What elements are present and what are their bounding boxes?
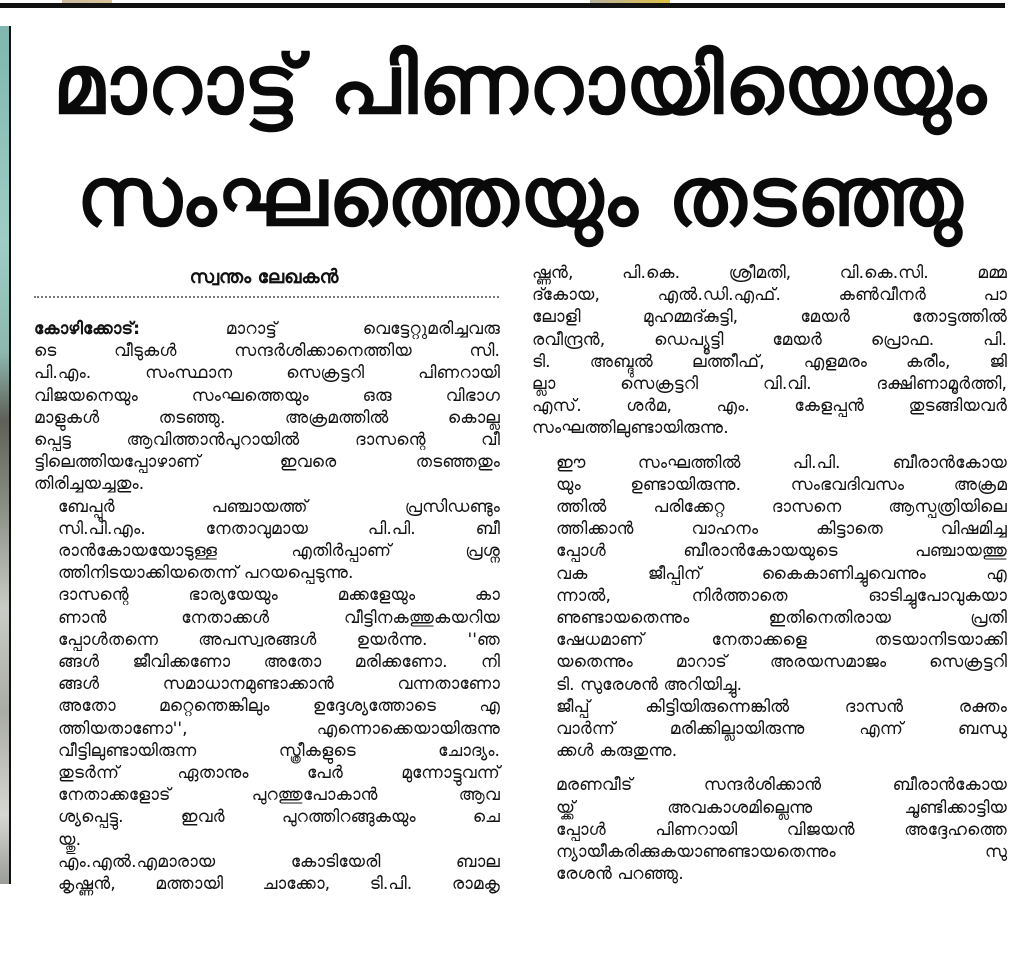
paragraph-6 <box>532 696 1007 763</box>
text-line: ടി. സുരേശൻ അറിയിച്ചു. <box>556 674 743 695</box>
text-line: ത്തിക്കാൻ വാഹനം കിട്ടാതെ വിഷമിച്ച <box>556 519 1007 540</box>
text-line: അതോ മറ്റെന്തെങ്കിലും ഉദ്ദേശ്യത്തോടെ എ <box>58 696 500 717</box>
text-line: തിരിച്ചയച്ചതും. <box>34 474 145 495</box>
article-column-right <box>532 262 1007 885</box>
paragraph-5 <box>532 452 1007 696</box>
text-line: ടെ വീടുകൾ സന്ദർശിക്കാനെത്തിയ സി. <box>34 341 500 362</box>
text-line: തുടർന്ന് ഏതാനും പേർ മുന്നോട്ടുവന്ന് <box>58 763 500 784</box>
text-line: ന്യായീകരിക്കുകയാണുണ്ടായതെന്നും സു <box>556 842 1007 863</box>
text-line: പ്പെട്ട ആവിത്താൻപുറായിൽ ദാസന്റെ വീ <box>34 430 500 451</box>
text-line: ണുണ്ടായതെന്നും ഇതിനെതിരായ പ്രതി <box>556 608 1007 629</box>
dateline: കോഴിക്കോട്: <box>34 319 140 339</box>
text-line: ത്തിൽ പരിക്കേറ്റ ദാസനെ ആസ്പത്രിയിലെ <box>556 497 1007 518</box>
text-line: ക്കൾ കരുതുന്നു. <box>556 741 678 762</box>
text-line: ങ്ങൾ ജീവിക്കണോ അതോ മരിക്കണോ. നി <box>58 652 500 673</box>
text-line: ബേപ്പൂർ പഞ്ചായത്ത് പ്രസിഡണ്ടും <box>58 496 500 517</box>
text-line: ന്നാൽ, നിർത്താതെ ഓടിച്ചുപോവുകയാ <box>556 585 1007 606</box>
text-line: പ്പോൾ ബീരാൻകോയയുടെ പഞ്ചായത്തു <box>556 541 1007 562</box>
adjacent-photo-strip <box>0 26 11 884</box>
text-line: നേതാക്കളോട് പുറത്തുപോകാൻ ആവ <box>58 785 500 806</box>
text-line: ജീപ്പ് കിട്ടിയിരുന്നെങ്കിൽ ദാസൻ രക്തം <box>556 696 1007 717</box>
paragraph-2 <box>34 496 500 585</box>
text-line: പ്പോൾ പിണറായി വിജയൻ അദ്ദേഹത്തെ <box>556 819 1007 840</box>
text-line: വക ജീപ്പിന് കൈകാണിച്ചുവെന്നും എ <box>556 563 1007 584</box>
text-line: ഈ സംഘത്തിൽ പി.പി. ബീരാൻകോയ <box>556 452 1007 473</box>
text-line: ലോളി മുഹമ്മദ്കുട്ടി, മേയർ തോട്ടത്തിൽ <box>532 307 1007 328</box>
text-line: യതെന്നും മാറാട് അരയസമാജം സെക്രട്ടറി <box>556 652 1007 673</box>
text-line: മരണവീട് സന്ദർശിക്കാൻ ബീരാൻകോയ <box>556 775 1007 796</box>
paragraph-3 <box>34 584 500 850</box>
paragraph-7 <box>532 774 1007 885</box>
text-line: യ്ക്ക് അവകാശമില്ലെന്നു ചൂണ്ടിക്കാട്ടിയ <box>556 797 1007 818</box>
paragraph-1 <box>34 318 500 496</box>
text-line: ത്തിനിടയാക്കിയതെന്ന് പറയപ്പെടുന്നു. <box>58 563 354 584</box>
text-line: രേശൻ പറഞ്ഞു. <box>556 864 684 885</box>
headline-line-1: മാറാട്ട് പിണറായിയെയും <box>53 38 987 133</box>
text-line: വീട്ടിലുണ്ടായിരുന്ന സ്ത്രീകളുടെ ചോദ്യം. <box>58 740 500 761</box>
text-line: രവീന്ദ്രൻ, ഡെപ്യൂട്ടി മേയർ പ്രൊഫ. പി. <box>532 329 1007 350</box>
text-line: രാൻകോയയോടുള്ള എതിർപ്പാണ് പ്രശ്ന <box>58 541 500 562</box>
text-line: ടി. അബ്ദുൽ ലത്തീഫ്, എളമരം കരീം, ജി <box>532 351 1007 372</box>
text-line: ശ്യപ്പെട്ടു. ഇവർ പുറത്തിറങ്ങുകയും ചെ <box>58 807 500 828</box>
text-line: ദാസന്റെ ഭാര്യയേയും മക്കളേയും കാ <box>58 585 500 606</box>
text-line: എസ്. ശർമ, എം. കേളപ്പൻ തുടങ്ങിയവർ <box>532 396 1007 417</box>
text-line: യും ഉണ്ടായിരുന്നു. സംഭവദിവസം അക്രമ <box>556 474 1007 495</box>
article-column-left <box>34 318 500 895</box>
text-line: വിജയനെയും സംഘത്തെയും ഒരു വിഭാഗ <box>34 385 500 406</box>
text-line: ഷ്ണൻ, പി.കെ. ശ്രീമതി, വി.കെ.സി. മമ്മ <box>532 263 1007 283</box>
text-line: കൃഷ്ണൻ, മത്തായി ചാക്കോ, ടി.പി. രാമകൃ <box>58 874 500 895</box>
text-line: സംഘത്തിലുണ്ടായിരുന്നു. <box>532 418 729 439</box>
text-line: പ്പോൾതന്നെ അപസ്വരങ്ങൾ ഉയർന്നു. ''ഞ <box>58 629 500 650</box>
text-line: വാർന്ന് മരിക്കില്ലായിരുന്നു എന്ന് ബന്ധു <box>556 719 1007 740</box>
text-line: മാളുകൾ തടഞ്ഞു. അക്രമത്തിൽ കൊല്ല <box>34 407 500 428</box>
byline: സ്വന്തം ലേഖകൻ <box>189 266 339 288</box>
headline-line-2: സംഘത്തെയും തടഞ്ഞു <box>76 150 964 245</box>
text-line: ദ്കോയ, എൽ.ഡി.എഫ്. കൺവീനർ പാ <box>532 285 1007 306</box>
text-line: ഷേധമാണ് നേതാക്കളെ തടയാനിടയാക്കി <box>556 630 1007 651</box>
text-line: പി.എം. സംസ്ഥാന സെക്രട്ടറി പിണറായി <box>34 363 500 384</box>
paragraph-4 <box>34 851 500 895</box>
paragraph-4-continued <box>532 262 1007 440</box>
top-rule-divider <box>0 3 1005 8</box>
byline-dotted-rule <box>34 296 499 298</box>
text-line: ത്തിയതാണോ'', എന്നൊക്കെയായിരുന്നു <box>58 718 500 739</box>
text-line: മാറാട്ട് വെട്ടേറ്റുമരിച്ചവരു <box>225 319 500 339</box>
headline <box>40 30 1000 254</box>
text-line: എം.എൽ.എമാരായ കോടിയേരി ബാല <box>58 851 500 872</box>
text-line: ങ്ങൾ സമാധാനമുണ്ടാക്കാൻ വന്നതാണോ <box>58 674 500 695</box>
text-line: ണാൻ നേതാക്കൾ വീട്ടിനകത്തുകയറിയ <box>58 607 500 628</box>
text-line: ട്ടിലെത്തിയപ്പോഴാണ് ഇവരെ തടഞ്ഞതും <box>34 452 500 473</box>
text-line: സി.പി.എം. നേതാവുമായ പി.പി. ബീ <box>58 518 500 539</box>
text-line: യ്തു. <box>58 829 82 850</box>
text-line: ല്ലാ സെക്രട്ടറി വി.വി. ദക്ഷിണാമൂർത്തി, <box>532 374 1007 395</box>
